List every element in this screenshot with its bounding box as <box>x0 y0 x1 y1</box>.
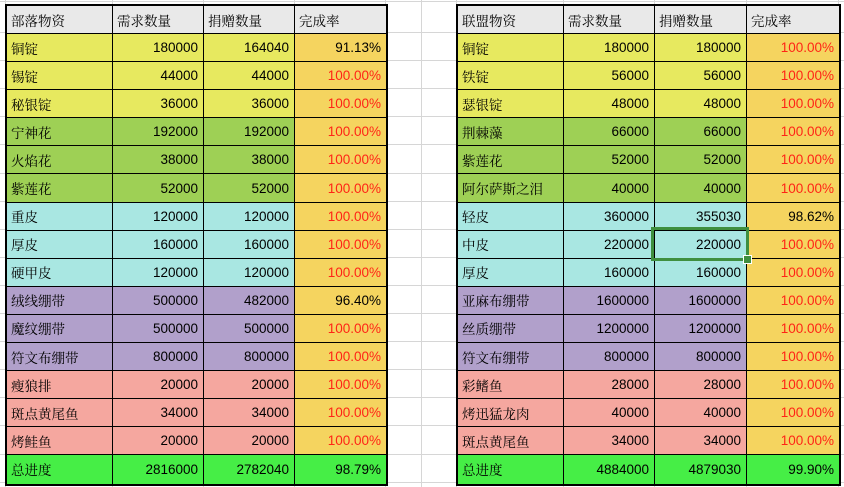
required-cell[interactable]: 56000 <box>564 62 655 90</box>
donated-cell[interactable]: 120000 <box>204 203 295 231</box>
item-cell[interactable]: 铜锭 <box>458 34 564 62</box>
donated-cell[interactable]: 192000 <box>204 118 295 146</box>
item-cell[interactable]: 符文布绷带 <box>458 343 564 371</box>
item-cell[interactable]: 铜锭 <box>7 34 113 62</box>
total-donated-cell[interactable]: 4879030 <box>655 455 747 483</box>
required-cell[interactable]: 180000 <box>113 34 204 62</box>
required-cell[interactable]: 1600000 <box>564 287 655 315</box>
required-cell[interactable]: 120000 <box>113 203 204 231</box>
item-cell[interactable]: 瘦狼排 <box>7 371 113 399</box>
item-cell[interactable]: 厚皮 <box>7 231 113 259</box>
donated-cell[interactable]: 160000 <box>655 259 747 287</box>
rate-cell[interactable]: 100.00% <box>295 399 386 427</box>
donated-cell[interactable]: 36000 <box>204 90 295 118</box>
rate-cell[interactable]: 100.00% <box>747 287 839 315</box>
rate-cell[interactable]: 100.00% <box>747 343 839 371</box>
total-required-cell[interactable]: 4884000 <box>564 455 655 483</box>
required-cell[interactable]: 66000 <box>564 118 655 146</box>
rate-cell[interactable]: 100.00% <box>747 231 839 259</box>
item-cell[interactable]: 宁神花 <box>7 118 113 146</box>
donated-cell[interactable]: 20000 <box>204 371 295 399</box>
fill-handle[interactable] <box>743 255 752 264</box>
column-header[interactable]: 部落物资 <box>7 6 113 34</box>
item-cell[interactable]: 荆棘藻 <box>458 118 564 146</box>
required-cell[interactable]: 38000 <box>113 146 204 174</box>
rate-cell[interactable]: 100.00% <box>747 315 839 343</box>
column-header[interactable]: 需求数量 <box>564 6 655 34</box>
item-cell[interactable]: 秘银锭 <box>7 90 113 118</box>
donated-cell[interactable]: 44000 <box>204 62 295 90</box>
required-cell[interactable]: 40000 <box>564 174 655 202</box>
rate-cell[interactable]: 100.00% <box>295 343 386 371</box>
item-cell[interactable]: 火焰花 <box>7 146 113 174</box>
donated-cell[interactable]: 56000 <box>655 62 747 90</box>
item-cell[interactable]: 铁锭 <box>458 62 564 90</box>
donated-cell[interactable]: 220000 <box>655 231 747 259</box>
column-header[interactable]: 完成率 <box>295 6 386 34</box>
donated-cell[interactable]: 800000 <box>204 343 295 371</box>
item-cell[interactable]: 绒线绷带 <box>7 287 113 315</box>
item-cell[interactable]: 锡锭 <box>7 62 113 90</box>
required-cell[interactable]: 192000 <box>113 118 204 146</box>
donated-cell[interactable]: 120000 <box>204 259 295 287</box>
selected-cell-outline[interactable] <box>651 227 749 261</box>
required-cell[interactable]: 500000 <box>113 315 204 343</box>
rate-cell[interactable]: 100.00% <box>295 174 386 202</box>
required-cell[interactable]: 44000 <box>113 62 204 90</box>
item-cell[interactable]: 符文布绷带 <box>7 343 113 371</box>
required-cell[interactable]: 180000 <box>564 34 655 62</box>
horde-materials-table <box>5 4 388 486</box>
donated-cell[interactable]: 160000 <box>204 231 295 259</box>
rate-cell[interactable]: 100.00% <box>747 174 839 202</box>
required-cell[interactable]: 28000 <box>564 371 655 399</box>
required-cell[interactable]: 360000 <box>564 203 655 231</box>
item-cell[interactable]: 厚皮 <box>458 259 564 287</box>
required-cell[interactable]: 120000 <box>113 259 204 287</box>
gridline <box>421 0 422 487</box>
required-cell[interactable]: 36000 <box>113 90 204 118</box>
total-rate-cell[interactable]: 99.90% <box>747 455 839 483</box>
column-header[interactable]: 需求数量 <box>113 6 204 34</box>
column-header[interactable]: 完成率 <box>747 6 839 34</box>
item-cell[interactable]: 中皮 <box>458 231 564 259</box>
donated-cell[interactable]: 34000 <box>655 427 747 455</box>
item-cell[interactable]: 瑟银锭 <box>458 90 564 118</box>
rate-cell[interactable]: 96.40% <box>295 287 386 315</box>
rate-cell[interactable]: 100.00% <box>295 427 386 455</box>
required-cell[interactable]: 34000 <box>113 399 204 427</box>
donated-cell[interactable]: 38000 <box>204 146 295 174</box>
rate-cell[interactable]: 91.13% <box>295 34 386 62</box>
rate-cell[interactable]: 100.00% <box>747 371 839 399</box>
rate-cell[interactable]: 100.00% <box>295 118 386 146</box>
item-cell[interactable]: 彩鳍鱼 <box>458 371 564 399</box>
donated-cell[interactable]: 355030 <box>655 203 747 231</box>
item-cell[interactable]: 烤鲑鱼 <box>7 427 113 455</box>
donated-cell[interactable]: 1600000 <box>655 287 747 315</box>
donated-cell[interactable]: 164040 <box>204 34 295 62</box>
rate-cell[interactable]: 100.00% <box>747 118 839 146</box>
rate-cell[interactable]: 100.00% <box>295 231 386 259</box>
donated-cell[interactable]: 40000 <box>655 399 747 427</box>
donated-cell[interactable]: 28000 <box>655 371 747 399</box>
rate-cell[interactable]: 100.00% <box>295 62 386 90</box>
required-cell[interactable]: 40000 <box>564 399 655 427</box>
rate-cell[interactable]: 100.00% <box>295 203 386 231</box>
item-cell[interactable]: 阿尔萨斯之泪 <box>458 174 564 202</box>
item-cell[interactable]: 丝质绷带 <box>458 315 564 343</box>
rate-cell[interactable]: 100.00% <box>747 146 839 174</box>
item-cell[interactable]: 轻皮 <box>458 203 564 231</box>
item-cell[interactable]: 亚麻布绷带 <box>458 287 564 315</box>
column-header[interactable]: 捐赠数量 <box>204 6 295 34</box>
rate-cell[interactable]: 100.00% <box>295 146 386 174</box>
donated-cell[interactable]: 34000 <box>204 399 295 427</box>
donated-cell[interactable]: 48000 <box>655 90 747 118</box>
required-cell[interactable]: 20000 <box>113 427 204 455</box>
donated-cell[interactable]: 66000 <box>655 118 747 146</box>
rate-cell[interactable]: 100.00% <box>295 90 386 118</box>
donated-cell[interactable]: 52000 <box>655 146 747 174</box>
donated-cell[interactable]: 482000 <box>204 287 295 315</box>
required-cell[interactable]: 1200000 <box>564 315 655 343</box>
required-cell[interactable]: 34000 <box>564 427 655 455</box>
donated-cell[interactable]: 1200000 <box>655 315 747 343</box>
total-required-cell[interactable]: 2816000 <box>113 455 204 483</box>
item-cell[interactable]: 重皮 <box>7 203 113 231</box>
total-label-cell[interactable]: 总进度 <box>7 455 113 483</box>
rate-cell[interactable]: 100.00% <box>747 399 839 427</box>
required-cell[interactable]: 52000 <box>564 146 655 174</box>
required-cell[interactable]: 220000 <box>564 231 655 259</box>
item-cell[interactable]: 烤迅猛龙肉 <box>458 399 564 427</box>
total-donated-cell[interactable]: 2782040 <box>204 455 295 483</box>
item-cell[interactable]: 魔纹绷带 <box>7 315 113 343</box>
column-header[interactable]: 捐赠数量 <box>655 6 747 34</box>
column-header[interactable]: 联盟物资 <box>458 6 564 34</box>
rate-cell[interactable]: 100.00% <box>295 315 386 343</box>
donated-cell[interactable]: 800000 <box>655 343 747 371</box>
rate-cell[interactable]: 98.62% <box>747 203 839 231</box>
item-cell[interactable]: 斑点黄尾鱼 <box>7 399 113 427</box>
required-cell[interactable]: 800000 <box>113 343 204 371</box>
donated-cell[interactable]: 500000 <box>204 315 295 343</box>
item-cell[interactable]: 斑点黄尾鱼 <box>458 427 564 455</box>
rate-cell[interactable]: 100.00% <box>747 34 839 62</box>
required-cell[interactable]: 500000 <box>113 287 204 315</box>
item-cell[interactable]: 硬甲皮 <box>7 259 113 287</box>
donated-cell[interactable]: 40000 <box>655 174 747 202</box>
item-cell[interactable]: 紫莲花 <box>7 174 113 202</box>
gridline <box>0 1 844 2</box>
rate-cell[interactable]: 100.00% <box>747 259 839 287</box>
total-rate-cell[interactable]: 98.79% <box>295 455 386 483</box>
required-cell[interactable]: 48000 <box>564 90 655 118</box>
rate-cell[interactable]: 100.00% <box>747 427 839 455</box>
donated-cell[interactable]: 20000 <box>204 427 295 455</box>
required-cell[interactable]: 20000 <box>113 371 204 399</box>
total-label-cell[interactable]: 总进度 <box>458 455 564 483</box>
alliance-materials-table <box>456 4 841 486</box>
rate-cell[interactable]: 100.00% <box>295 371 386 399</box>
required-cell[interactable]: 160000 <box>564 259 655 287</box>
required-cell[interactable]: 52000 <box>113 174 204 202</box>
donated-cell[interactable]: 180000 <box>655 34 747 62</box>
required-cell[interactable]: 160000 <box>113 231 204 259</box>
donated-cell[interactable]: 52000 <box>204 174 295 202</box>
rate-cell[interactable]: 100.00% <box>295 259 386 287</box>
rate-cell[interactable]: 100.00% <box>747 90 839 118</box>
required-cell[interactable]: 800000 <box>564 343 655 371</box>
item-cell[interactable]: 紫莲花 <box>458 146 564 174</box>
rate-cell[interactable]: 100.00% <box>747 62 839 90</box>
